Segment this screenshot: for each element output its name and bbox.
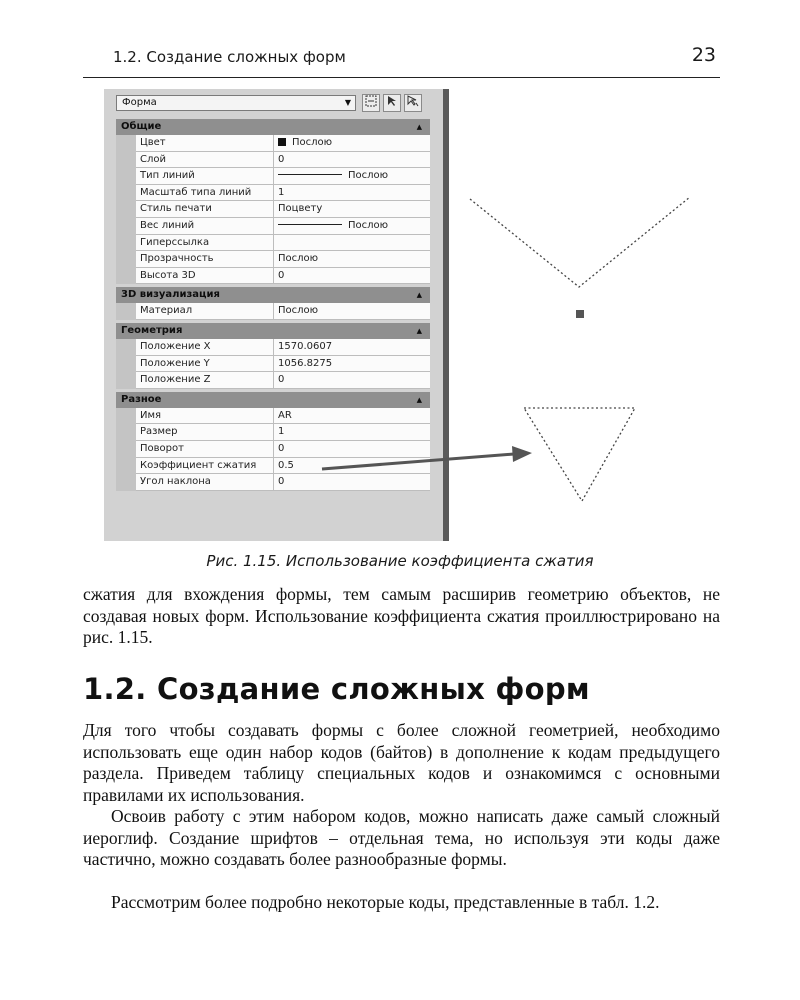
property-value[interactable] <box>274 218 430 235</box>
collapse-icon[interactable]: ▲ <box>416 326 422 335</box>
property-name: Имя <box>136 408 274 425</box>
property-row[interactable] <box>116 152 430 169</box>
property-row[interactable] <box>116 235 430 252</box>
row-gutter <box>116 185 136 202</box>
row-gutter <box>116 152 136 169</box>
category-label: Геометрия <box>121 324 183 336</box>
property-value[interactable] <box>274 356 430 373</box>
property-row[interactable] <box>116 251 430 268</box>
property-value[interactable] <box>274 458 430 475</box>
chevron-down-icon[interactable]: ▼ <box>344 98 351 107</box>
property-value[interactable] <box>274 201 430 218</box>
row-gutter <box>116 339 136 356</box>
property-value[interactable] <box>274 235 430 252</box>
row-gutter <box>116 424 136 441</box>
paragraph-4: Рассмотрим более подробно некоторые коды, представленные в табл. 1.2. <box>111 892 660 912</box>
row-gutter <box>116 235 136 252</box>
property-name: Угол наклона <box>136 474 274 491</box>
property-row[interactable] <box>116 201 430 218</box>
row-gutter <box>116 474 136 491</box>
row-gutter <box>116 251 136 268</box>
property-row[interactable] <box>116 372 430 389</box>
category-label: Разное <box>121 393 162 405</box>
category-header[interactable] <box>116 287 430 303</box>
property-value-text: 1570.0607 <box>278 340 333 352</box>
cursor-select-icon <box>386 95 398 107</box>
running-head <box>83 38 720 78</box>
quick-select-button[interactable] <box>404 94 422 112</box>
object-type-combo[interactable] <box>116 95 356 111</box>
property-name: Размер <box>136 424 274 441</box>
property-name: Коэффициент сжатия <box>136 458 274 475</box>
property-value-text: Послою <box>348 170 389 182</box>
property-row[interactable] <box>116 356 430 373</box>
property-value[interactable] <box>274 441 430 458</box>
row-gutter <box>116 135 136 152</box>
linetype-sample <box>278 174 342 175</box>
property-value[interactable] <box>274 474 430 491</box>
property-name: Высота 3D <box>136 268 274 285</box>
page-number: 23 <box>691 44 716 66</box>
property-value-text: 1056.8275 <box>278 357 333 369</box>
property-row[interactable] <box>116 218 430 235</box>
property-row[interactable] <box>116 168 430 185</box>
property-name: Слой <box>136 152 274 169</box>
category-header[interactable] <box>116 119 430 135</box>
select-objects-button[interactable] <box>383 94 401 112</box>
properties-palette <box>104 89 449 541</box>
property-name: Цвет <box>136 135 274 152</box>
row-gutter <box>116 458 136 475</box>
row-gutter <box>116 268 136 285</box>
property-value[interactable] <box>274 372 430 389</box>
property-value-text: 0 <box>278 269 285 281</box>
color-swatch <box>278 138 286 146</box>
property-grid <box>116 119 430 491</box>
property-value-text: 1 <box>278 186 285 198</box>
property-value-text: 0 <box>278 153 285 165</box>
property-value[interactable] <box>274 424 430 441</box>
property-value-text: Послою <box>278 305 319 317</box>
property-value[interactable] <box>274 268 430 285</box>
property-name: Стиль печати <box>136 201 274 218</box>
row-gutter <box>116 168 136 185</box>
figure-caption: Рис. 1.15. Использование коэффициента сжатия <box>206 552 594 570</box>
paragraph-3: Освоив работу с этим набором кодов, можно написать даже самый сложный иероглиф. Создание шрифтов – отдельная тема, но используя эти коды даже частично, можно создавать более разнообразные формы. <box>83 806 720 869</box>
row-gutter <box>116 303 136 320</box>
property-value-text: 0 <box>278 442 285 454</box>
property-name: Масштаб типа линий <box>136 185 274 202</box>
property-row[interactable] <box>116 474 430 491</box>
property-value[interactable] <box>274 152 430 169</box>
property-row[interactable] <box>116 458 430 475</box>
property-row[interactable] <box>116 339 430 356</box>
object-type-value: Форма <box>122 97 157 108</box>
property-value-text: Поцвету <box>278 203 323 215</box>
running-head-title: 1.2. Создание сложных форм <box>113 48 346 66</box>
category-label: Общие <box>121 121 162 132</box>
linetype-sample <box>278 224 342 225</box>
property-value[interactable] <box>274 408 430 425</box>
property-value[interactable] <box>274 168 430 185</box>
property-row[interactable] <box>116 408 430 425</box>
property-value[interactable] <box>274 135 430 152</box>
property-value[interactable] <box>274 339 430 356</box>
property-value-text: 0.5 <box>278 459 294 471</box>
property-name: Материал <box>136 303 274 320</box>
category-label: 3D визуализация <box>121 289 220 301</box>
toggle-pickadd-button[interactable] <box>362 94 380 112</box>
property-value[interactable] <box>274 185 430 202</box>
property-name: Положение Y <box>136 356 274 373</box>
row-gutter <box>116 218 136 235</box>
property-value[interactable] <box>274 251 430 268</box>
property-row[interactable] <box>116 135 430 152</box>
paragraph-1: сжатия для вхождения формы, тем самым расширив геометрию объектов, не создавая новых форм. Использование коэффициента сжатия проиллюстрировано на рис. 1.15. <box>83 584 720 647</box>
property-name: Тип линий <box>136 168 274 185</box>
property-name: Вес линий <box>136 218 274 235</box>
property-name: Гиперссылка <box>136 235 274 252</box>
collapse-icon[interactable]: ▲ <box>416 395 422 404</box>
collapse-icon[interactable]: ▲ <box>416 291 422 300</box>
property-row[interactable] <box>116 441 430 458</box>
grid-select-icon <box>365 95 377 107</box>
property-row[interactable] <box>116 424 430 441</box>
property-name: Поворот <box>136 441 274 458</box>
property-row[interactable] <box>116 303 430 320</box>
property-name: Положение X <box>136 339 274 356</box>
property-value-text: 0 <box>278 374 285 386</box>
property-value-text: Послою <box>278 253 319 265</box>
row-gutter <box>116 441 136 458</box>
property-value-text: AR <box>278 409 292 421</box>
row-gutter <box>116 408 136 425</box>
row-gutter <box>116 201 136 218</box>
row-gutter <box>116 372 136 389</box>
property-name: Прозрачность <box>136 251 274 268</box>
section-heading: 1.2. Создание сложных форм <box>83 672 590 706</box>
category-header[interactable] <box>116 323 430 339</box>
property-value-text: Послою <box>348 219 389 231</box>
original-shape-outline <box>470 197 690 318</box>
property-row[interactable] <box>116 185 430 202</box>
collapse-icon[interactable]: ▲ <box>416 123 422 131</box>
figure-1-15 <box>104 89 704 544</box>
property-value-text: 0 <box>278 476 285 488</box>
category-header[interactable] <box>116 392 430 408</box>
property-value-text: Послою <box>292 137 333 148</box>
paragraph-2: Для того чтобы создавать формы с более сложной геометрией, необходимо использовать еще один набор кодов (байтов) в дополнение к кодам предыдущего раздела. Приведем таблицу специальных кодов и ознакомимся с основными правилами их использования. <box>83 720 720 805</box>
property-value[interactable] <box>274 303 430 320</box>
compressed-shape-outline <box>524 408 635 501</box>
property-value-text: 1 <box>278 426 285 438</box>
property-row[interactable] <box>116 268 430 285</box>
row-gutter <box>116 356 136 373</box>
quick-select-icon <box>407 95 419 107</box>
property-name: Положение Z <box>136 372 274 389</box>
